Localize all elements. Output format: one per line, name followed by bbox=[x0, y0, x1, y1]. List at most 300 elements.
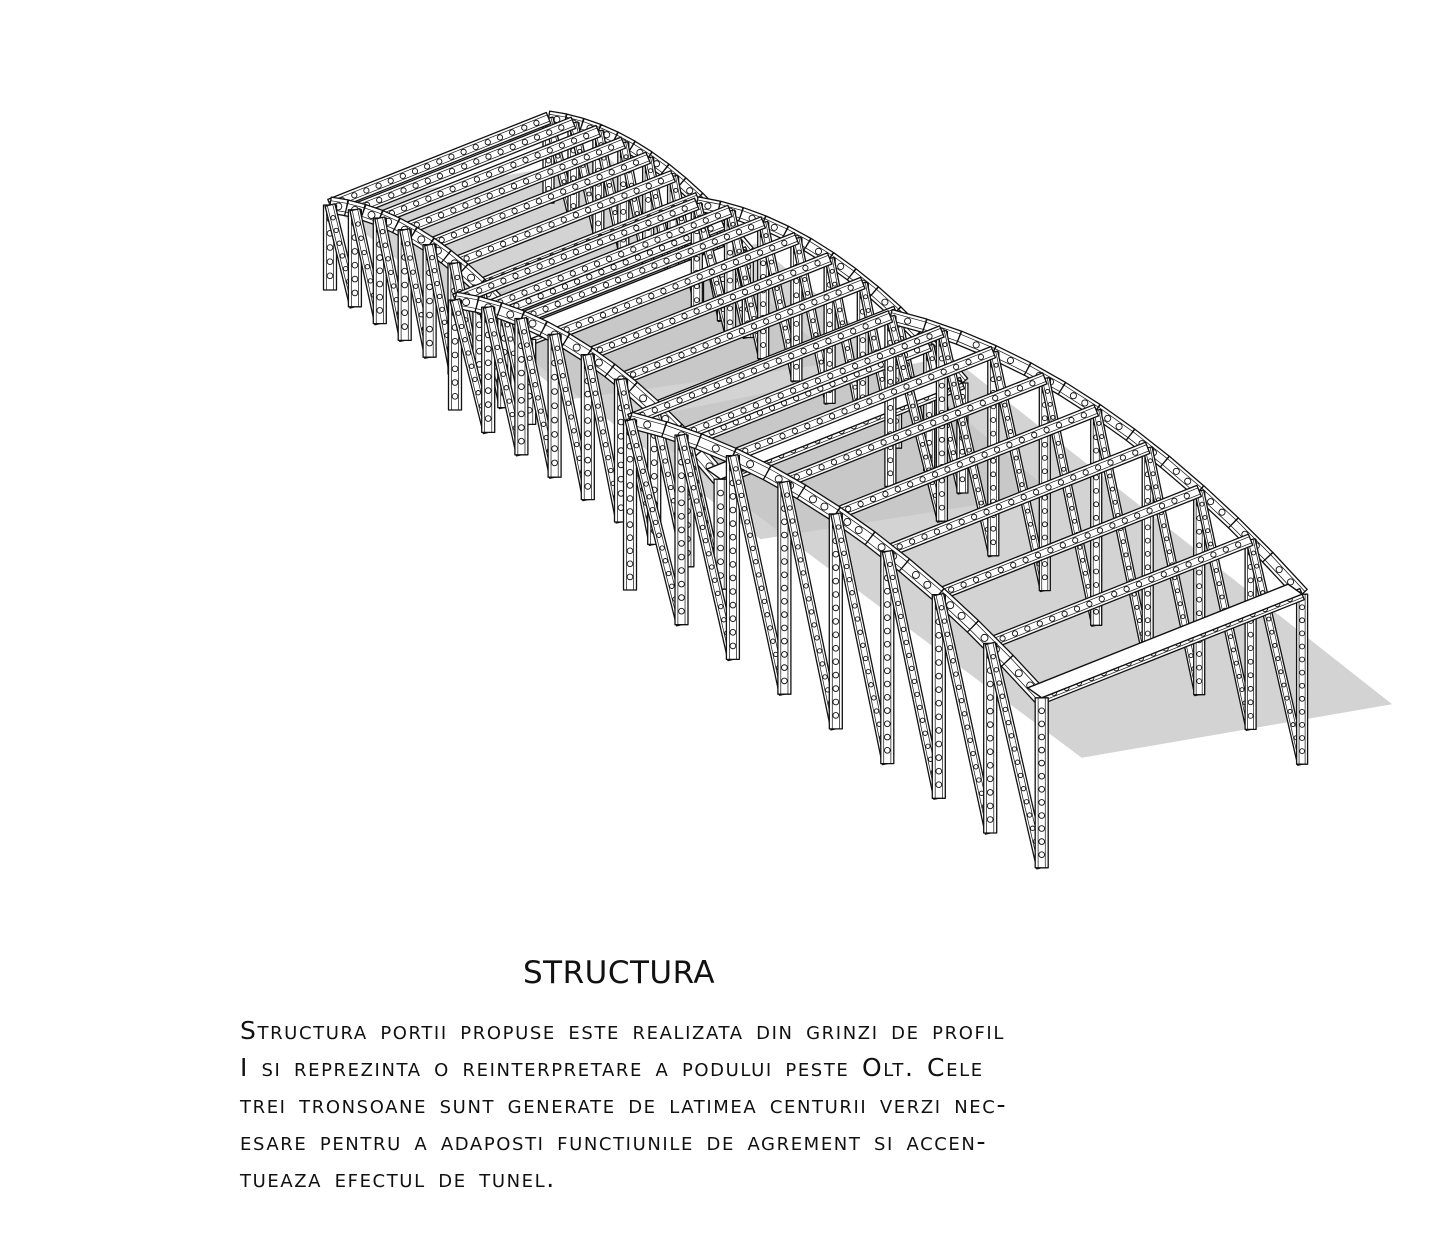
rivet-hole bbox=[844, 455, 849, 460]
rivet-hole bbox=[327, 245, 333, 251]
rivet-hole bbox=[658, 323, 663, 328]
rivet-hole bbox=[462, 182, 467, 187]
rivet-hole bbox=[340, 254, 344, 258]
rivet-hole bbox=[501, 278, 506, 283]
rivet-hole bbox=[1267, 617, 1271, 621]
rivet-hole bbox=[838, 308, 842, 312]
rivet-hole bbox=[1056, 422, 1061, 427]
rivet-hole bbox=[820, 662, 824, 666]
rivet-hole bbox=[426, 196, 431, 201]
rivet-hole bbox=[1206, 529, 1210, 533]
rivet-hole bbox=[761, 261, 766, 266]
rivet-hole bbox=[497, 135, 502, 140]
rivet-hole bbox=[1000, 694, 1004, 698]
rivet-hole bbox=[1223, 547, 1228, 552]
rivet-hole bbox=[764, 363, 769, 368]
rivet-hole bbox=[627, 535, 633, 541]
rivet-hole bbox=[700, 525, 704, 529]
rivet-hole bbox=[519, 397, 525, 403]
rivet-hole bbox=[1300, 618, 1305, 623]
rivet-hole bbox=[644, 482, 648, 486]
far-vertical-post bbox=[1297, 594, 1308, 764]
rivet-hole bbox=[473, 144, 478, 149]
rivet-hole bbox=[1039, 813, 1045, 819]
rivet-hole bbox=[891, 389, 896, 394]
rivet-hole bbox=[1032, 432, 1037, 437]
rivet-hole bbox=[536, 199, 541, 204]
rivet-hole bbox=[414, 284, 418, 288]
rivet-hole bbox=[435, 281, 439, 285]
rivet-hole bbox=[730, 629, 736, 635]
rivet-hole bbox=[622, 230, 627, 235]
rivet-hole bbox=[1197, 584, 1202, 589]
rivet-hole bbox=[437, 159, 442, 164]
rivet-hole bbox=[537, 264, 542, 269]
rivet-hole bbox=[888, 405, 893, 410]
rivet-hole bbox=[437, 294, 441, 298]
rivet-hole bbox=[804, 584, 808, 588]
rivet-hole bbox=[666, 472, 670, 476]
rivet-hole bbox=[1073, 538, 1078, 543]
rivet-hole bbox=[991, 654, 995, 658]
rivet-hole bbox=[1248, 578, 1253, 583]
rivet-hole bbox=[667, 357, 672, 362]
rivet-hole bbox=[794, 364, 799, 369]
rivet-hole bbox=[936, 728, 942, 734]
rivet-hole bbox=[736, 480, 740, 484]
rivet-hole bbox=[803, 383, 808, 388]
rivet-hole bbox=[449, 154, 454, 159]
rivet-hole bbox=[652, 263, 657, 268]
rivet-hole bbox=[486, 172, 491, 177]
rivet-hole bbox=[1217, 582, 1221, 586]
rivet-hole bbox=[1145, 631, 1150, 636]
rivet-hole bbox=[388, 178, 393, 183]
rivet-hole bbox=[425, 178, 430, 183]
rivet-hole bbox=[1248, 632, 1253, 637]
rivet-hole bbox=[687, 188, 693, 194]
rivet-hole bbox=[1009, 734, 1013, 738]
rivet-hole bbox=[896, 601, 900, 605]
rivet-hole bbox=[573, 249, 578, 254]
rivet-hole bbox=[1048, 402, 1052, 406]
rivet-hole bbox=[593, 391, 597, 395]
rivet-hole bbox=[512, 208, 517, 213]
rivet-hole bbox=[1000, 636, 1005, 641]
rivet-hole bbox=[501, 372, 505, 376]
rivet-hole bbox=[546, 158, 551, 163]
rivet-hole bbox=[1039, 721, 1045, 727]
rivet-hole bbox=[523, 179, 528, 184]
rivet-hole bbox=[402, 282, 408, 288]
rivet-hole bbox=[1185, 478, 1191, 484]
rivet-hole bbox=[1124, 553, 1128, 557]
rivet-hole bbox=[1288, 709, 1292, 713]
rivet-hole bbox=[948, 645, 952, 649]
rivet-hole bbox=[1042, 416, 1047, 421]
rivet-hole bbox=[658, 178, 663, 183]
rivet-hole bbox=[1097, 528, 1102, 533]
rivet-hole bbox=[739, 493, 743, 497]
rivet-hole bbox=[585, 470, 591, 476]
rivet-hole bbox=[561, 217, 566, 222]
rivet-hole bbox=[753, 403, 758, 408]
rivet-hole bbox=[718, 518, 724, 524]
rivet-hole bbox=[949, 587, 954, 592]
rivet-hole bbox=[831, 460, 836, 465]
rivet-hole bbox=[728, 278, 733, 283]
rivet-hole bbox=[838, 263, 844, 269]
rivet-hole bbox=[510, 144, 515, 149]
rivet-hole bbox=[1219, 509, 1225, 515]
rivet-hole bbox=[657, 533, 661, 537]
rivet-hole bbox=[730, 534, 736, 540]
rivet-hole bbox=[463, 299, 470, 306]
rivet-hole bbox=[477, 288, 482, 293]
rivet-hole bbox=[643, 242, 648, 247]
rivet-hole bbox=[984, 509, 989, 514]
rivet-hole bbox=[426, 217, 431, 222]
rivet-hole bbox=[413, 183, 418, 188]
rivet-hole bbox=[1018, 773, 1022, 777]
rivet-hole bbox=[943, 343, 947, 347]
rivet-hole bbox=[498, 149, 503, 154]
caption-line: tueaza efectul de tunel. bbox=[240, 1164, 556, 1193]
rivet-hole bbox=[635, 255, 640, 260]
rivet-hole bbox=[838, 333, 843, 338]
rivet-hole bbox=[1108, 474, 1112, 478]
rivet-hole bbox=[703, 218, 708, 223]
rivet-hole bbox=[537, 227, 542, 232]
rivet-hole bbox=[1062, 611, 1067, 616]
rivet-hole bbox=[623, 260, 628, 265]
rivet-hole bbox=[1189, 654, 1193, 658]
rivet-hole bbox=[612, 308, 617, 313]
rivet-hole bbox=[761, 343, 766, 348]
rivet-hole bbox=[352, 290, 358, 296]
rivet-hole bbox=[936, 687, 942, 693]
rivet-hole bbox=[811, 319, 815, 323]
rivet-hole bbox=[924, 581, 931, 588]
rivet-hole bbox=[730, 575, 736, 581]
rivet-hole bbox=[418, 236, 425, 243]
rivet-hole bbox=[1276, 567, 1282, 573]
rivet-hole bbox=[766, 398, 771, 403]
rivet-hole bbox=[613, 211, 617, 215]
rivet-hole bbox=[548, 194, 553, 199]
rivet-hole bbox=[745, 255, 750, 260]
rivet-hole bbox=[627, 496, 633, 502]
rivet-hole bbox=[1184, 493, 1189, 498]
rivet-hole bbox=[860, 381, 865, 386]
rivet-hole bbox=[651, 446, 657, 452]
rivet-hole bbox=[836, 290, 841, 295]
rivet-hole bbox=[670, 584, 674, 588]
rivet-hole bbox=[682, 446, 686, 450]
rivet-hole bbox=[526, 298, 531, 303]
rivet-hole bbox=[1285, 696, 1289, 700]
rivet-hole bbox=[459, 324, 463, 328]
rivet-hole bbox=[960, 477, 965, 482]
rivet-hole bbox=[1039, 839, 1045, 845]
rivet-hole bbox=[952, 382, 956, 386]
rivet-hole bbox=[776, 358, 781, 363]
rivet-hole bbox=[401, 206, 406, 211]
rivet-hole bbox=[749, 303, 753, 307]
rivet-hole bbox=[1094, 583, 1099, 588]
rivet-hole bbox=[1029, 522, 1033, 526]
rivet-hole bbox=[1273, 643, 1277, 647]
rivet-hole bbox=[679, 500, 685, 506]
rivet-hole bbox=[782, 585, 788, 591]
rivet-hole bbox=[534, 285, 539, 290]
rivet-hole bbox=[1121, 540, 1125, 544]
rivet-hole bbox=[630, 372, 635, 377]
rivet-hole bbox=[912, 679, 916, 683]
rivet-hole bbox=[833, 686, 839, 692]
rivet-hole bbox=[555, 346, 559, 350]
rivet-hole bbox=[939, 437, 944, 442]
rivet-hole bbox=[869, 683, 873, 687]
rivet-hole bbox=[782, 559, 788, 565]
rivet-hole bbox=[402, 324, 408, 330]
rivet-hole bbox=[815, 378, 820, 383]
rivet-hole bbox=[679, 473, 685, 479]
rivet-hole bbox=[1046, 485, 1051, 490]
rivet-hole bbox=[823, 675, 827, 679]
rivet-hole bbox=[609, 468, 613, 472]
rivet-hole bbox=[610, 235, 615, 240]
rivet-hole bbox=[955, 410, 960, 415]
rivet-hole bbox=[728, 306, 733, 311]
rivet-hole bbox=[1197, 570, 1202, 575]
rivet-hole bbox=[533, 383, 537, 387]
rivet-hole bbox=[352, 249, 358, 255]
rivet-hole bbox=[489, 283, 494, 288]
rivet-hole bbox=[1062, 467, 1066, 471]
rivet-hole bbox=[476, 251, 481, 256]
rivet-hole bbox=[1030, 826, 1034, 830]
rivet-hole bbox=[776, 314, 781, 319]
rivet-hole bbox=[922, 534, 927, 539]
rivet-hole bbox=[499, 188, 504, 193]
rivet-hole bbox=[1300, 631, 1305, 636]
rivet-hole bbox=[875, 319, 880, 324]
rivet-hole bbox=[936, 714, 942, 720]
rivet-hole bbox=[1197, 679, 1202, 684]
rivet-hole bbox=[815, 636, 819, 640]
rivet-hole bbox=[585, 444, 591, 450]
rivet-hole bbox=[1003, 707, 1007, 711]
rivet-hole bbox=[414, 201, 419, 206]
rivet-hole bbox=[1060, 543, 1065, 548]
rivet-hole bbox=[525, 232, 530, 237]
rivet-hole bbox=[1094, 542, 1099, 547]
rivet-hole bbox=[488, 246, 493, 251]
rivet-hole bbox=[519, 370, 525, 376]
rivet-hole bbox=[833, 672, 839, 678]
rivet-hole bbox=[511, 162, 516, 167]
rivet-hole bbox=[609, 342, 614, 347]
rivet-hole bbox=[474, 159, 479, 164]
rivet-hole bbox=[907, 653, 911, 657]
rivet-hole bbox=[1145, 565, 1150, 570]
rivet-hole bbox=[911, 404, 915, 408]
rivet-hole bbox=[661, 288, 666, 293]
rivet-hole bbox=[507, 399, 511, 403]
rivet-hole bbox=[627, 456, 633, 462]
rivet-hole bbox=[741, 408, 746, 413]
rivet-hole bbox=[994, 363, 998, 367]
rivet-hole bbox=[939, 606, 943, 610]
rivet-hole bbox=[884, 588, 890, 594]
rivet-hole bbox=[860, 338, 865, 343]
rivet-hole bbox=[1162, 524, 1166, 528]
rivet-hole bbox=[1135, 605, 1139, 609]
rivet-hole bbox=[888, 379, 893, 384]
rivet-hole bbox=[1167, 550, 1171, 554]
rivet-hole bbox=[1042, 522, 1047, 527]
rivet-hole bbox=[929, 374, 934, 379]
rivet-hole bbox=[519, 425, 525, 431]
rivet-hole bbox=[519, 438, 525, 444]
rivet-hole bbox=[634, 443, 638, 447]
rivet-hole bbox=[610, 198, 615, 203]
rivet-hole bbox=[718, 490, 724, 496]
rivet-hole bbox=[682, 206, 687, 211]
rivet-hole bbox=[631, 247, 636, 252]
rivet-hole bbox=[1145, 485, 1150, 490]
rivet-hole bbox=[987, 681, 993, 687]
rivet-hole bbox=[571, 204, 576, 209]
rivet-hole bbox=[959, 698, 963, 702]
rivet-hole bbox=[817, 419, 822, 424]
rivet-hole bbox=[547, 148, 552, 153]
rivet-hole bbox=[1255, 564, 1259, 568]
rivet-hole bbox=[939, 397, 944, 402]
rivet-hole bbox=[991, 485, 996, 490]
rivet-hole bbox=[1124, 586, 1129, 591]
rivet-hole bbox=[728, 413, 733, 418]
rivet-hole bbox=[971, 751, 975, 755]
rivet-hole bbox=[621, 338, 626, 343]
rivet-hole bbox=[734, 467, 738, 471]
rivet-hole bbox=[842, 409, 847, 414]
rivet-hole bbox=[833, 551, 839, 557]
rivet-hole bbox=[936, 755, 942, 761]
rivet-hole bbox=[819, 465, 824, 470]
rivet-hole bbox=[1300, 657, 1305, 662]
rivet-hole bbox=[485, 360, 491, 366]
rivet-hole bbox=[920, 477, 925, 482]
rivet-hole bbox=[571, 138, 576, 143]
rivet-hole bbox=[646, 197, 651, 202]
rivet-hole bbox=[866, 669, 870, 673]
rivet-hole bbox=[1300, 736, 1305, 741]
rivet-hole bbox=[607, 183, 611, 187]
rivet-hole bbox=[946, 356, 950, 360]
rivet-hole bbox=[1291, 723, 1295, 727]
rivet-hole bbox=[560, 164, 565, 169]
rivet-hole bbox=[959, 519, 964, 524]
rivet-hole bbox=[932, 472, 937, 477]
rivet-hole bbox=[670, 318, 675, 323]
rivet-hole bbox=[739, 373, 744, 378]
rivet-hole bbox=[864, 295, 868, 299]
rivet-hole bbox=[803, 278, 807, 282]
rivet-hole bbox=[655, 237, 660, 242]
rivet-hole bbox=[684, 235, 689, 240]
rivet-hole bbox=[751, 324, 756, 329]
rivet-hole bbox=[945, 632, 949, 636]
rivet-hole bbox=[507, 311, 514, 318]
rivet-hole bbox=[981, 634, 988, 641]
rivet-hole bbox=[485, 402, 491, 408]
rivet-hole bbox=[966, 359, 971, 364]
rivet-hole bbox=[936, 673, 942, 679]
rivet-hole bbox=[574, 279, 579, 284]
rivet-hole bbox=[1083, 470, 1088, 475]
rivet-hole bbox=[679, 595, 685, 601]
rivet-hole bbox=[588, 317, 593, 322]
rivet-hole bbox=[1035, 552, 1040, 557]
rivet-hole bbox=[688, 472, 692, 476]
rivet-hole bbox=[987, 722, 993, 728]
rivet-hole bbox=[504, 386, 508, 390]
rivet-hole bbox=[1015, 760, 1019, 764]
rivet-hole bbox=[934, 529, 939, 534]
rivet-hole bbox=[596, 221, 601, 226]
rivet-hole bbox=[456, 311, 460, 315]
rivet-hole bbox=[905, 318, 911, 324]
rivet-hole bbox=[977, 778, 981, 782]
rivet-hole bbox=[884, 708, 890, 714]
rivet-hole bbox=[474, 177, 479, 182]
rivet-hole bbox=[996, 504, 1001, 509]
rivet-hole bbox=[1248, 591, 1253, 596]
rivet-hole bbox=[809, 496, 816, 503]
rivet-hole bbox=[665, 403, 670, 408]
rivet-hole bbox=[489, 318, 493, 322]
rivet-hole bbox=[891, 575, 895, 579]
rivet-hole bbox=[1211, 552, 1216, 557]
rivet-hole bbox=[1145, 618, 1150, 623]
rivet-hole bbox=[730, 616, 736, 622]
rivet-hole bbox=[827, 361, 832, 366]
rivet-hole bbox=[585, 244, 590, 249]
rivet-hole bbox=[1024, 800, 1028, 804]
rivet-hole bbox=[1006, 416, 1010, 420]
rivet-hole bbox=[712, 239, 717, 244]
rivet-hole bbox=[649, 169, 653, 173]
rivet-hole bbox=[751, 368, 756, 373]
rivet-hole bbox=[519, 357, 525, 363]
rivet-hole bbox=[703, 343, 708, 348]
rivet-hole bbox=[884, 615, 890, 621]
rivet-hole bbox=[621, 165, 626, 170]
caption-line: Structura portii propuse este realizata din grinzi de profil bbox=[240, 1016, 1005, 1045]
rivet-hole bbox=[1033, 490, 1038, 495]
rivet-hole bbox=[745, 520, 749, 524]
rivet-hole bbox=[833, 578, 839, 584]
rivet-hole bbox=[558, 276, 563, 281]
rivet-hole bbox=[416, 298, 420, 302]
rivet-hole bbox=[585, 418, 591, 424]
rivet-hole bbox=[1094, 502, 1099, 507]
rivet-hole bbox=[863, 656, 867, 660]
rivet-hole bbox=[807, 469, 812, 474]
rivet-hole bbox=[924, 455, 928, 459]
